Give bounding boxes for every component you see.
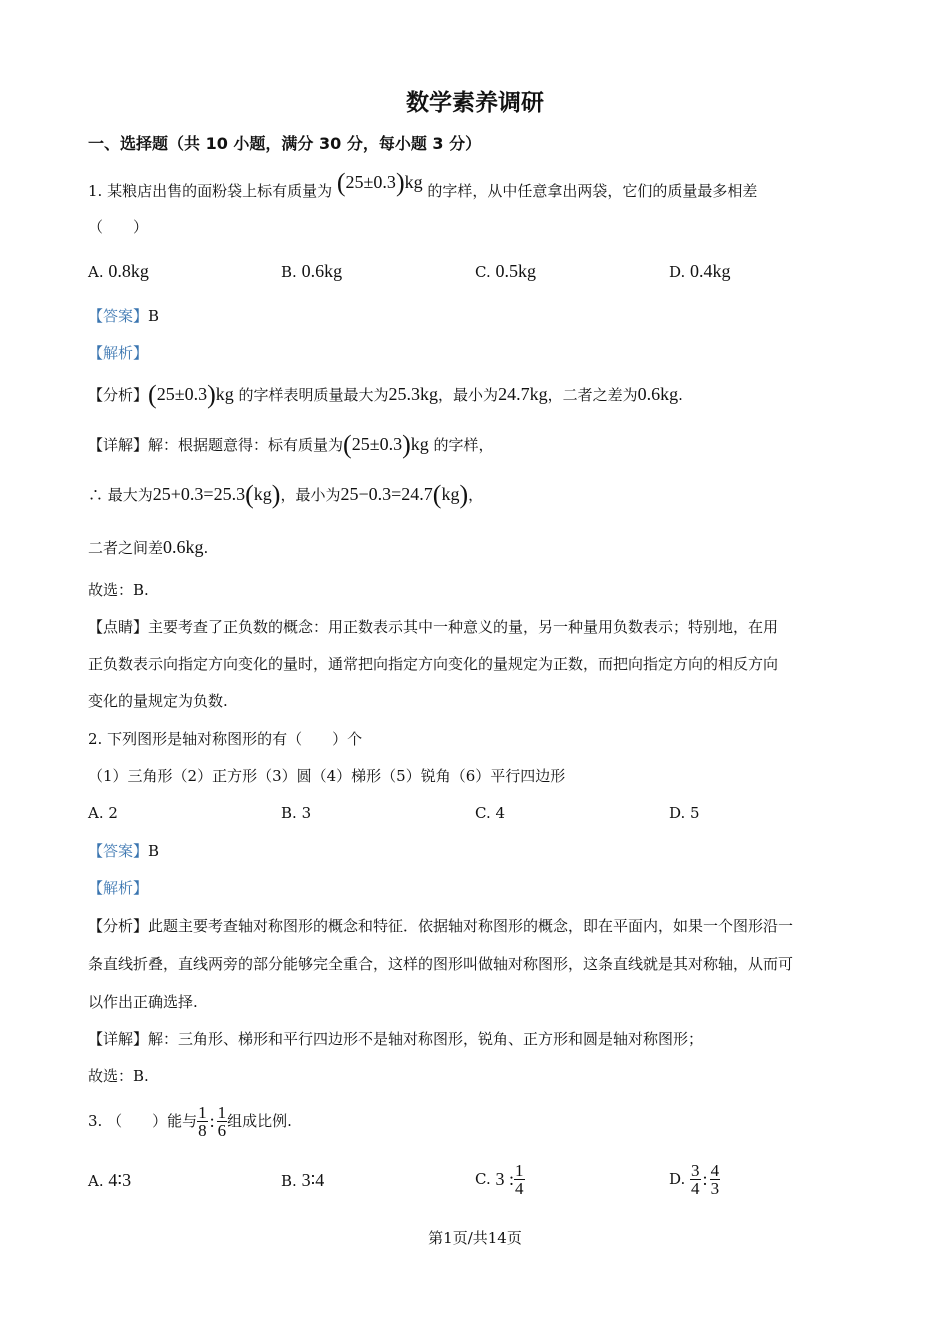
q2-xiangjie-text: 解：三角形、梯形和平行四边形不是轴对称图形，锐角、正方形和圆是轴对称图形； (148, 1030, 704, 1048)
q3-option-d-den-1: 4 (691, 1178, 700, 1198)
q1-max-label: ∴ 最大为 (88, 486, 153, 504)
q1-fenxi-math: (25±0.3)kg (148, 380, 234, 409)
q3-option-a (88, 1170, 131, 1191)
q1-option-a (88, 261, 149, 282)
q1-fenxi-min: 24.7kg (498, 384, 548, 404)
q3-fraction-2-den: 6 (217, 1120, 227, 1140)
q1-option-d (669, 261, 731, 282)
q3-option-d (669, 1156, 720, 1202)
q3-option-d-fraction-2 (710, 1162, 721, 1197)
q1-max-unit-value: kg (253, 484, 272, 504)
q1-max-equation: 25+0.3=25.3 (152, 484, 246, 504)
q1-xiangjie-text-a: 解：根据题意得：标有质量为 (148, 436, 344, 454)
q1-xiangjie (88, 430, 494, 459)
q1-paren: （ ） (88, 218, 149, 236)
q1-option-b-text: 0.6kg (301, 261, 343, 281)
q2-xiangjie (88, 1029, 703, 1049)
q1-min-equation: 25−0.3=24.7 (340, 484, 433, 504)
q1-dianjing-line2: 正负数表示向指定方向变化的量时，通常把向指定方向变化的量规定为正数，而把向指定方向的相反方向 (88, 655, 779, 673)
q2-stem: 2. 下列图形是轴对称图形的有（ ）个 (88, 730, 363, 748)
q1-fenxi-end: . (678, 386, 683, 404)
q1-fenxi-text-a: 的字样表明质量最大为 (238, 386, 389, 404)
q1-line-end: ， (468, 486, 484, 504)
q2-answer-tag: 【答案】 (88, 842, 149, 860)
q2-fenxi-line3: 以作出正确选择. (88, 993, 198, 1011)
q1-dianjing-text-1: 主要考查了正负数的概念：用正数表示其中一种意义的量，另一种量用负数表示；特别地，在用 (148, 618, 779, 636)
q1-stem-text-b: 的字样，从中任意拿出两袋，它们的质量最多相差 (427, 182, 758, 200)
q1-fenxi-unit: kg (215, 384, 234, 404)
q1-xiangjie-unit: kg (410, 434, 429, 454)
q2-answer-value: B (148, 842, 160, 860)
q3-stem-text-b: 组成比例. (227, 1112, 292, 1130)
q2-choose: 故选：B. (88, 1067, 149, 1085)
q2-fenxi-line2: 条直线折叠，直线两旁的部分能够完全重合，这样的图形叫做轴对称图形，这条直线就是其对称轴，从而可 (88, 955, 794, 973)
q1-diff-value: 0.6kg (163, 537, 204, 557)
q2-option-a (88, 804, 118, 822)
q1-max-min-line (88, 480, 484, 509)
q1-fenxi-tag: 【分析】 (88, 386, 149, 404)
q2-option-b-text: 3 (301, 804, 312, 822)
q3-option-c (475, 1156, 525, 1202)
q3-option-c-text: 3 : (495, 1168, 515, 1189)
q1-option-a-text: 0.8kg (108, 261, 149, 281)
q1-stem-text-a: 1. 某粮店出售的面粉袋上标有质量为 (88, 182, 333, 200)
q1-diff-end: . (203, 539, 209, 557)
q1-option-d-text: 0.4kg (690, 261, 731, 281)
q3-option-d-num-1: 3 (691, 1160, 700, 1180)
q3-fraction-1-num: 1 (198, 1102, 207, 1122)
q3-option-c-num: 1 (515, 1160, 524, 1180)
q1-fenxi-math-value: 25±0.3 (156, 384, 208, 404)
q3-option-c-fraction (514, 1162, 525, 1197)
q2-option-c-text: 4 (495, 804, 506, 822)
q2-option-a-letter: A. (88, 804, 104, 822)
q1-stem (88, 168, 758, 201)
q2-option-c (475, 804, 505, 822)
q1-option-c-letter: C. (475, 263, 491, 281)
q2-option-b (281, 804, 311, 822)
q1-fenxi-text-b: ，最小为 (438, 386, 499, 404)
q3-fraction-2-num: 1 (217, 1102, 227, 1122)
q3-fraction-2 (217, 1104, 228, 1139)
q2-analysis-tag: 【解析】 (88, 879, 149, 897)
q2-answer (88, 841, 159, 861)
q1-stem-unit: kg (404, 172, 423, 192)
q3-stem-text-a: 3. （ ）能与 (88, 1112, 198, 1130)
q3-stem (88, 1098, 292, 1144)
q1-xiangjie-math: (25±0.3)kg (343, 430, 429, 459)
q3-colon: : (209, 1111, 215, 1131)
q1-max-unit: (kg) (245, 480, 281, 509)
q1-fenxi-max: 25.3kg (388, 384, 439, 404)
q1-min-unit: (kg) (432, 480, 469, 509)
section-heading: 一、选择题（共 10 小题，满分 30 分，每小题 3 分） (88, 134, 482, 153)
q3-option-b (281, 1170, 324, 1191)
q3-option-c-den: 4 (515, 1178, 524, 1198)
q1-option-b-letter: B. (281, 263, 297, 281)
q3-fraction-1-den: 8 (198, 1120, 207, 1140)
q3-option-d-letter: D. (669, 1170, 686, 1188)
q2-option-d (669, 804, 700, 822)
q1-xiangjie-math-value: 25±0.3 (351, 434, 403, 454)
q1-answer-tag: 【答案】 (88, 307, 149, 325)
q1-diff-line (88, 537, 208, 558)
q1-dianjing-tag: 【点睛】 (88, 618, 149, 636)
q3-fraction-1 (197, 1104, 208, 1139)
q1-option-c-text: 0.5kg (495, 261, 536, 281)
q1-stem-math-value: 25±0.3 (345, 172, 396, 192)
q1-diff-label: 二者之间差 (88, 539, 164, 557)
q2-option-c-letter: C. (475, 804, 491, 822)
q1-answer (88, 306, 159, 326)
q1-option-d-letter: D. (669, 263, 686, 281)
q2-option-d-text: 5 (690, 804, 700, 822)
q1-answer-value: B (148, 307, 160, 325)
page-title: 数学素养调研 (406, 90, 544, 116)
q1-option-a-letter: A. (88, 263, 104, 281)
q3-option-c-letter: C. (475, 1170, 491, 1188)
q3-option-a-letter: A. (88, 1172, 104, 1190)
q1-choose: 故选：B. (88, 581, 149, 599)
q2-items: （1）三角形（2）正方形（3）圆（4）梯形（5）锐角（6）平行四边形 (88, 767, 566, 785)
q2-fenxi-text-1: 此题主要考查轴对称图形的概念和特征．依据轴对称图形的概念，即在平面内，如果一个图形沿一 (148, 917, 794, 935)
q2-option-a-text: 2 (108, 804, 118, 822)
q3-option-d-colon: : (702, 1168, 708, 1189)
q1-fenxi-text-c: ，二者之差为 (547, 386, 638, 404)
q1-fenxi (88, 380, 683, 409)
page-footer: 第1页/共14页 (428, 1229, 522, 1247)
q1-analysis-tag: 【解析】 (88, 344, 149, 362)
q1-option-c (475, 261, 536, 282)
q1-fenxi-diff: 0.6kg (637, 384, 679, 404)
q1-min-unit-value: kg (441, 484, 460, 504)
q3-option-d-fraction-1 (690, 1162, 701, 1197)
q2-option-d-letter: D. (669, 804, 686, 822)
q1-xiangjie-tag: 【详解】 (88, 436, 149, 454)
q2-fenxi-line1 (88, 916, 793, 936)
q1-stem-math: (25±0.3)kg (336, 168, 423, 197)
q3-option-b-text: 3∶4 (301, 1170, 325, 1190)
q1-xiangjie-text-b: 的字样， (433, 436, 494, 454)
q1-option-b (281, 261, 342, 282)
q3-option-d-den-2: 3 (710, 1178, 720, 1198)
q2-fenxi-tag: 【分析】 (88, 917, 149, 935)
q1-dianjing-line1 (88, 617, 778, 637)
q1-dianjing-line3: 变化的量规定为负数. (88, 692, 228, 710)
q3-option-b-letter: B. (281, 1172, 297, 1190)
q3-option-d-num-2: 4 (710, 1160, 720, 1180)
q3-option-a-text: 4∶3 (108, 1170, 132, 1190)
q2-option-b-letter: B. (281, 804, 297, 822)
q1-min-label: ，最小为 (280, 486, 341, 504)
q2-xiangjie-tag: 【详解】 (88, 1030, 149, 1048)
